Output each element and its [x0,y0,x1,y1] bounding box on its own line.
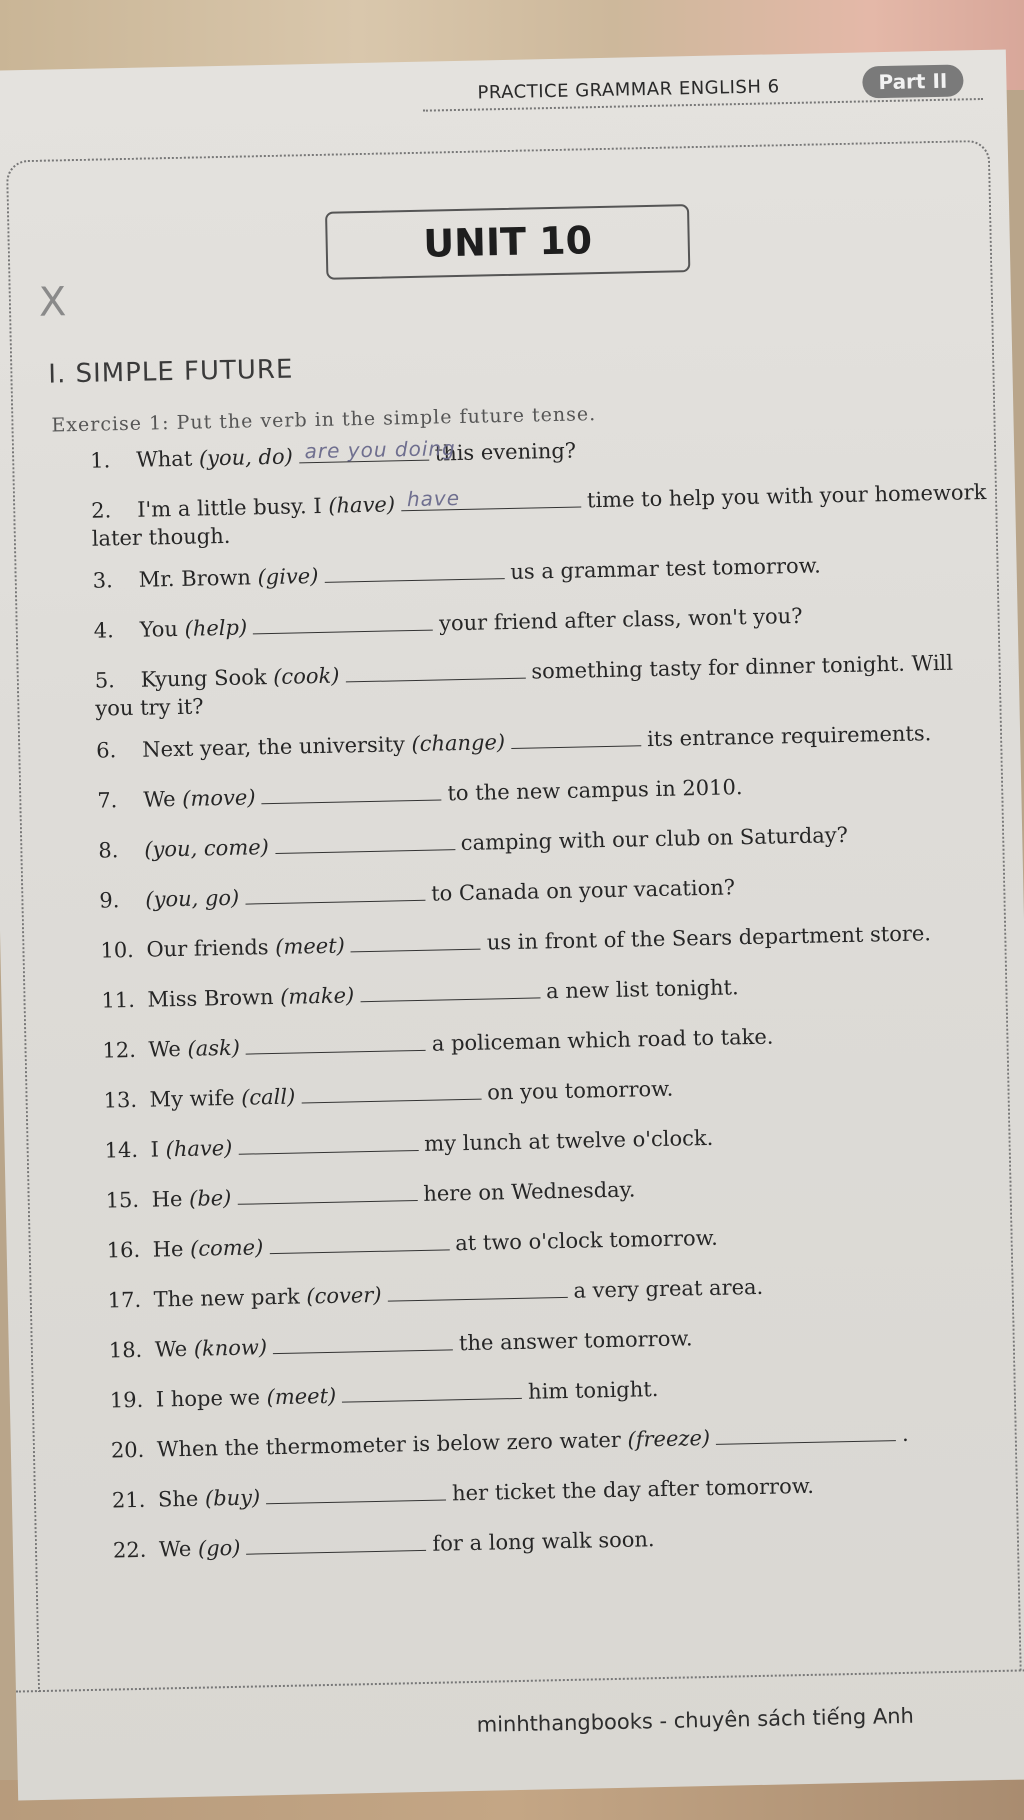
answer-blank[interactable] [237,1180,417,1205]
item-number: 6. [96,738,117,763]
item-number: 21. [111,1487,146,1513]
item-number: 17. [107,1287,142,1313]
item-verb: (ask) [187,1035,241,1061]
answer-blank[interactable] [261,779,441,804]
item-text: us in front of the Sears department store. [486,921,932,955]
item-number: 14. [104,1137,139,1163]
handwritten-answer: are you doing [304,436,456,464]
answer-blank[interactable] [298,436,456,464]
item-text: He [152,1236,184,1262]
item-text: The new park [153,1284,300,1312]
item-verb: (you, come) [144,835,270,862]
exercise-instructions: Exercise 1: Put the verb in the simple future tense. [51,403,597,437]
item-number: 3. [92,568,113,593]
answer-blank[interactable] [246,1530,426,1555]
answer-blank[interactable] [253,610,433,635]
answer-blank[interactable] [273,1329,453,1354]
item-number: 19. [109,1387,144,1413]
item-number: 7. [97,788,118,813]
item-text: here on Wednesday. [423,1177,636,1206]
item-verb: (come) [189,1235,264,1261]
item-text: . [901,1421,909,1446]
item-text: a very great area. [573,1274,764,1303]
item-number: 11. [101,987,136,1013]
item-number: 15. [105,1187,140,1213]
item-text: We [143,787,176,812]
answer-blank[interactable] [401,486,581,511]
item-text: We [154,1336,188,1362]
item-text: its entrance requirements. [646,721,932,752]
item-verb: (go) [197,1535,241,1561]
item-verb: (move) [182,785,256,811]
item-verb: (give) [257,563,319,590]
item-verb: (you, do) [198,444,294,471]
item-text: Mr. Brown [138,565,252,592]
item-text: She [157,1486,199,1512]
item-number: 12. [102,1037,137,1063]
item-number: 1. [89,448,111,473]
answer-blank[interactable] [266,1480,446,1505]
item-verb: (have) [328,492,396,518]
item-text: my lunch at twelve o'clock. [424,1125,714,1156]
item-number: 16. [106,1237,141,1263]
item-text: this evening? [434,438,577,466]
item-verb: (cook) [272,663,340,689]
item-verb: (make) [279,983,355,1009]
item-number: 9. [99,888,120,913]
item-text: What [135,446,193,472]
handwritten-answer: have [406,485,461,512]
answer-blank[interactable] [238,1130,418,1155]
unit-title: UNIT 10 [325,204,690,280]
publisher-footer: minhthangbooks - chuyên sách tiếng Anh [476,1703,915,1737]
item-text: your friend after class, won't you? [438,603,803,636]
section-heading: I. SIMPLE FUTURE [48,354,294,390]
answer-blank[interactable] [511,725,641,749]
answer-blank[interactable] [301,1079,481,1104]
answer-blank[interactable] [246,1030,426,1055]
item-text: I hope we [155,1385,261,1412]
item-text: I [150,1137,160,1162]
answer-blank[interactable] [275,829,455,854]
item-text: He [151,1186,183,1212]
item-verb: (know) [193,1335,268,1361]
item-number: 8. [98,838,119,863]
item-verb: (buy) [204,1485,261,1511]
item-number: 18. [108,1337,143,1363]
item-verb: (meet) [275,933,346,959]
answer-blank[interactable] [342,1378,522,1403]
item-number: 13. [103,1087,138,1113]
item-verb: (you, go) [145,885,240,912]
running-head: PRACTICE GRAMMAR ENGLISH 6 [477,76,780,104]
item-text: on you tomorrow. [486,1076,674,1105]
item-number: 22. [112,1537,147,1563]
item-text: him tonight. [527,1377,659,1404]
item-text: When the thermometer is below zero water [156,1427,622,1462]
item-verb: (have) [165,1135,233,1162]
item-text: Next year, the university [141,732,406,762]
item-text: We [158,1536,192,1562]
item-verb: (cover) [306,1282,382,1309]
item-text: at two o'clock tomorrow. [454,1225,719,1256]
item-number: 4. [93,618,115,643]
exercise-list [90,428,1014,1587]
item-verb: (meet) [266,1383,337,1410]
item-text: Our friends [146,935,269,962]
item-text: Kyung Sook [140,665,267,692]
item-verb: (change) [411,730,506,757]
item-verb: (call) [240,1084,296,1110]
answer-blank[interactable] [245,880,425,905]
answer-blank[interactable] [324,558,504,583]
item-text: I'm a little busy. I [136,493,322,522]
item-number: 5. [94,668,116,693]
item-text: the answer tomorrow. [458,1326,693,1356]
answer-blank[interactable] [716,1420,896,1445]
item-verb: (be) [188,1185,232,1211]
item-text: We [148,1036,182,1062]
item-text: to the new campus in 2010. [447,775,743,806]
answer-blank[interactable] [269,1229,449,1254]
item-text: her ticket the day after tomorrow. [451,1473,815,1506]
answer-blank[interactable] [360,977,540,1002]
part-badge: Part II [862,64,964,98]
item-text: to Canada on your vacation? [430,875,736,906]
item-text: My wife [149,1085,235,1112]
item-number: 2. [90,498,112,523]
item-text: You [139,616,179,642]
item-text: a new list tonight. [545,975,739,1004]
item-text: camping with our club on Saturday? [460,822,849,856]
item-text: for a long walk soon. [432,1527,655,1556]
item-number: 20. [110,1437,145,1463]
answer-blank[interactable] [345,658,525,683]
item-verb: (help) [184,615,248,641]
item-text: Miss Brown [147,985,274,1012]
pencil-mark: X [38,279,67,326]
item-verb: (freeze) [627,1425,711,1452]
item-number: 10. [100,937,135,963]
item-text: something tasty for dinner tonight. Will you try it? [95,650,954,721]
answer-blank[interactable] [351,929,481,953]
item-text: a policeman which road to take. [431,1024,774,1056]
answer-blank[interactable] [387,1277,567,1302]
item-text: time to help you with your homework later though. [91,479,987,551]
item-text: us a grammar test tomorrow. [510,553,822,584]
workbook-page [0,49,1024,1800]
